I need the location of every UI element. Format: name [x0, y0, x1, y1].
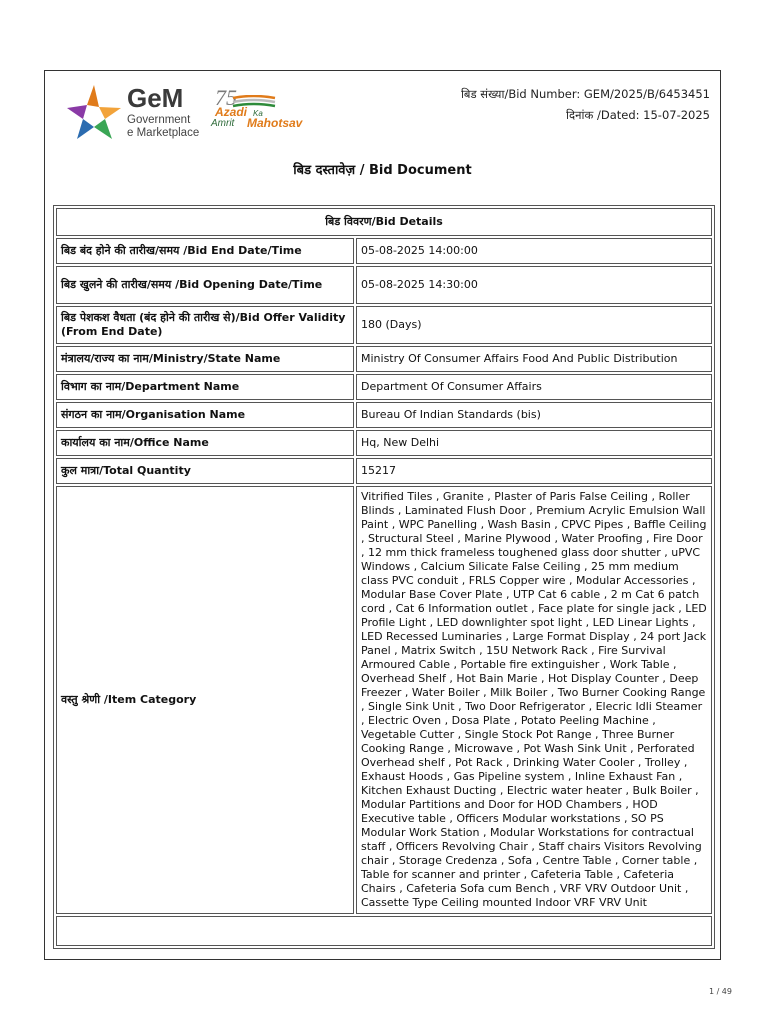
azadi-logo-number: 75 — [215, 85, 237, 110]
row-value-office: Hq, New Delhi — [356, 430, 712, 456]
row-label-bid-end-date: बिड बंद होने की तारीख/समय /Bid End Date/Time — [56, 238, 354, 264]
gem-logo — [63, 81, 223, 145]
row-value-item-category: Vitrified Tiles , Granite , Plaster of Paris False Ceiling , Roller Blinds , Laminated Flush Door , Premium Acrylic Emulsion Wall Paint , WPC Panelling , Wash Basin , CPVC Pipes , Baffle Ceiling , Structural Steel , Marine Plywood , Water Proofing , Fire Door , 12 mm thick frameless toughened glass door shutter , uPVC Windows , Calcium Silicate False Ceiling , 25 mm medium class PVC conduit , FRLS Copper wire , Modular Accessories , Modular Base Cover Plate , UTP Cat 6 cable , 2 m Cat 6 patch cord , Cat 6 Information outlet , Face plate for single jack , LED Profile Light , LED downlighter spot light , LED Linear Lights , LED Recessed Luminaries , Large Format Display , 24 port Jack Panel , Matrix Switch , 15U Network Rack , Fire Survival Armoured Cable , Portable fire extinguisher , Work Table , Overhead Shelf , Hot Bain Marie , Hot Display Counter , Deep Freezer , Water Boiler , Milk Boiler , Two Burner Cooking Range , Single Sink Unit , Two Door Refrigerator , Elecric Idli Steamer , Electric Oven , Dosa Plate , Potato Peeling Machine , Vegetable Cutter , Single Stock Pot Range , Three Burner Cooking Range , Microwave , Pot Wash Sink Unit , Perforated Overhead shelf , Pot Rack , Drinking Water Cooler , Trolley , Exhaust Hoods , Gas Pipeline system , Inline Exhaust Fan , Kitchen Exhaust Ducting , Electric water heater , Bulk Boiler , Modular Partitions and Door for HOD Chambers , HOD Executive table , Officers Modular workstations , SO PS Modular Work Station , Modular Workstations for contractual staff , Officers Revolving Chair , Staff chairs Visitors Revolving chair , Storage Credenza , Sofa , Centre Table , Corner table , Table for scanner and printer , Cafeteria Table , Cafeteria Chairs , Cafeteria Sofa cum Bench , VRF VRV Outdoor Unit , Cassette Type Ceiling mounted Indoor VRF VRV Unit — [356, 486, 712, 914]
row-value-department: Department Of Consumer Affairs — [356, 374, 712, 400]
row-label-ministry: मंत्रालय/राज्य का नाम/Ministry/State Name — [56, 346, 354, 372]
table-row — [56, 458, 712, 484]
gem-logo-subtitle-line1: Government — [127, 114, 191, 126]
azadi-logo-line2: Amrit — [211, 118, 235, 129]
row-value-ministry: Ministry Of Consumer Affairs Food And Public Distribution — [356, 346, 712, 372]
bid-details-table — [53, 205, 715, 949]
table-heading: बिड विवरण/Bid Details — [56, 208, 712, 236]
document-header — [45, 71, 720, 163]
table-row — [56, 306, 712, 344]
row-value-bid-end-date: 05-08-2025 14:00:00 — [356, 238, 712, 264]
row-value-bid-offer-validity: 180 (Days) — [356, 306, 712, 344]
row-label-office: कार्यालय का नाम/Office Name — [56, 430, 354, 456]
bid-document-page — [44, 70, 721, 960]
bid-info — [461, 84, 710, 126]
row-value-organisation: Bureau Of Indian Standards (bis) — [356, 402, 712, 428]
row-label-organisation: संगठन का नाम/Organisation Name — [56, 402, 354, 428]
gem-logo-subtitle-line2: e Marketplace — [127, 127, 200, 139]
row-label-bid-opening-date: बिड खुलने की तारीख/समय /Bid Opening Date/Time — [56, 266, 354, 304]
table-row — [56, 402, 712, 428]
row-label-item-category: वस्तु श्रेणी /Item Category — [56, 486, 354, 914]
empty-cell — [56, 916, 712, 946]
row-value-total-quantity: 15217 — [356, 458, 712, 484]
table-row — [56, 374, 712, 400]
row-value-bid-opening-date: 05-08-2025 14:30:00 — [356, 266, 712, 304]
table-row — [56, 430, 712, 456]
bid-date: दिनांक /Dated: 15-07-2025 — [566, 108, 710, 122]
table-row-empty — [56, 916, 712, 946]
azadi-logo-line3: Mahotsav — [247, 116, 303, 130]
azadi-ka-amrit-mahotsav-logo — [211, 85, 301, 141]
azadi-logo-line1: Azadi — [215, 105, 248, 119]
gem-star-logo-icon — [63, 81, 125, 145]
table-row — [56, 238, 712, 264]
bid-number: बिड संख्या/Bid Number: GEM/2025/B/6453451 — [460, 87, 710, 101]
document-title: बिड दस्तावेज़ / Bid Document — [293, 163, 472, 178]
table-row — [56, 346, 712, 372]
table-row — [56, 266, 712, 304]
row-label-total-quantity: कुल मात्रा/Total Quantity — [56, 458, 354, 484]
gem-logo-title: GeM — [127, 83, 184, 113]
table-row — [56, 486, 712, 914]
page-indicator: 1 / 49 — [708, 987, 732, 996]
table-heading-row — [56, 208, 712, 236]
row-label-bid-offer-validity: बिड पेशकश वैधता (बंद होने की तारीख से)/Bid Offer Validity (From End Date) — [56, 306, 354, 344]
azadi-logo-ka: Ka — [253, 109, 263, 118]
row-label-department: विभाग का नाम/Department Name — [56, 374, 354, 400]
